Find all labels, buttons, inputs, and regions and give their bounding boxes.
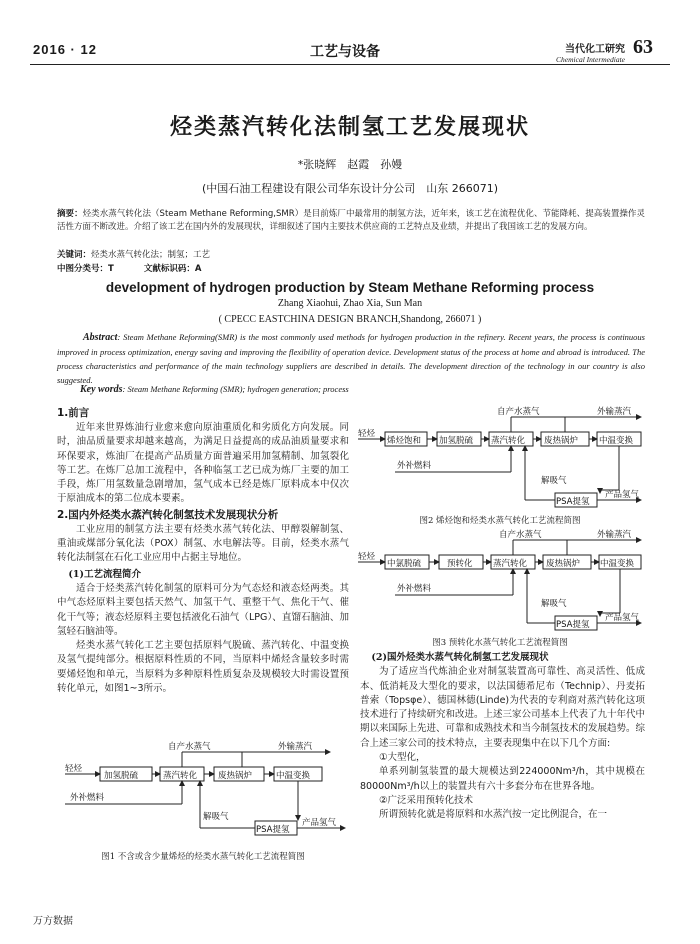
section-2-paragraph: 工业应用的制氢方法主要有烃类水蒸气转化法、甲醇裂解制氢、重油或煤部分氧化法（POX）制氢、水电解法等。目前，烃类水蒸气转化法制氢在石化工业应用中占据主导地位。 [57, 523, 349, 564]
item-1-heading: ①大型化， [379, 752, 426, 764]
journal-brand [535, 40, 625, 64]
affiliation: (中国石油工程建设有限公司华东设计分公司 山东 266071) [201, 182, 499, 195]
fig2-box-olefin: 烯烃饱和 [387, 436, 422, 446]
journal-name-en: Chemical Intermediate [556, 55, 625, 64]
english-title: development of hydrogen production by Steam Methane Reforming process [105, 280, 595, 295]
journal-name-cn: 当代化工研究 [565, 44, 625, 55]
watermark-footer: 万方数据 [33, 916, 73, 927]
keywords-cn [57, 248, 210, 260]
fig3-fuel: 外补燃料 [397, 584, 432, 594]
fig3-box-shift: 中温变换 [600, 559, 635, 569]
figure-3-diagram [355, 528, 645, 633]
item-2-paragraph: 所谓预转化就是将原料和水蒸汽按一定比例混合，在一 [379, 809, 608, 821]
fig2-purge: 解吸气 [541, 476, 567, 486]
fig1-box-reformer: 蒸汽转化 [163, 771, 198, 781]
fig2-box-psa: PSA提氢 [556, 497, 590, 507]
section-2-heading: 2.国内外烃类水蒸汽转化制氢技术发展现状分析 [57, 508, 279, 521]
english-authors: Zhang Xiaohui, Zhao Xia, Sun Man [277, 298, 423, 309]
left-column [57, 405, 349, 696]
issue-label: 2016 · 12 [33, 42, 97, 57]
subsection-2-2-paragraph: 为了适应当代炼油企业对制氢装置高可靠性、高灵活性、低成本、低消耗及大型化的要求，以法国德希尼布（Technip）、丹麦拓普索（Topsφe）、德国林德(Linde)为代表的专利商对蒸汽转化这项技术进行了持续研究和改进。上述三家公司基本上代表了九十年代中期以来国际上先进、可靠和成熟技术和当今制氢技术的发展趋势。综合上述三家公司的技术特点，主要表现集中在以下几个方面: [360, 666, 646, 749]
subsection-2-2-heading: (2)国外烃类水蒸气转化制氢工艺发展现状 [371, 652, 549, 663]
fig3-box-psa: PSA提氢 [556, 620, 590, 630]
fig1-box-psa: PSA提氢 [256, 825, 290, 835]
item-2-heading: ②广泛采用预转化技术 [379, 794, 474, 806]
fig1-box-shift: 中温变换 [276, 771, 311, 781]
fig3-export-steam: 外输蒸汽 [597, 530, 632, 540]
fig2-box-boiler: 废热锅炉 [544, 436, 579, 446]
fig2-export-steam: 外输蒸汽 [597, 407, 632, 417]
fig3-box-desulfur: 中氯脱硫 [387, 559, 422, 569]
classification [57, 262, 231, 274]
fig1-fuel: 外补燃料 [70, 793, 105, 803]
section-1-heading: 1.前言 [57, 407, 90, 419]
english-keywords-text: : Steam Methane Reforming (SMR); hydrogen generation; process [122, 384, 349, 394]
abstract-cn [57, 208, 645, 234]
fig2-steam-out: 自产水蒸气 [497, 407, 540, 417]
figure-2-diagram [355, 405, 645, 510]
fig1-box-boiler: 废热锅炉 [218, 771, 253, 781]
figure-3-caption: 图3 预转化水蒸气转化工艺流程简图 [432, 638, 568, 648]
english-abstract [57, 330, 645, 387]
authors: *张晓辉 赵霞 孙嫚 [297, 158, 403, 171]
right-column [360, 651, 645, 823]
subsection-2-1-heading: (1)工艺流程简介 [68, 568, 141, 580]
subsection-2-1-paragraph-2: 烃类水蒸气转化工艺主要包括原料气脱硫、蒸汽转化、中温变换及氢气提纯部分。根据原料性质的不同，当原料中烯烃含量较多时需要烯烃饱和单元，当原料为多种原料性质复杂及规模较大时需设置预转化单元，如图1~3所示。 [57, 640, 349, 695]
english-affiliation: ( CPECC EASTCHINA DESIGN BRANCH,Shandong, 266071 ) [218, 314, 482, 325]
fig1-export-steam: 外输蒸汽 [278, 742, 313, 752]
figure-2-caption: 图2 烯烃饱和烃类水蒸气转化工艺流程简图 [419, 516, 581, 526]
figure-1-caption: 图1 不含或含少量烯烃的烃类水蒸气转化工艺流程简图 [101, 852, 305, 862]
fig2-fuel: 外补燃料 [397, 461, 432, 471]
fig3-box-reformer: 蒸汽转化 [493, 559, 528, 569]
fig1-steam-out: 自产水蒸气 [168, 742, 211, 752]
fig3-product: 产品氢气 [605, 613, 640, 623]
english-keywords-label: Key words [80, 384, 123, 395]
keywords-cn-label: 关键词： [57, 250, 92, 260]
fig3-purge: 解吸气 [541, 599, 567, 609]
fig2-product: 产品氢气 [605, 490, 640, 500]
keywords-cn-text: 烃类水蒸气转化法；制氢；工艺 [91, 250, 211, 260]
fig3-box-prereformer: 预转化 [447, 559, 473, 569]
abstract-cn-label: 摘要： [57, 209, 83, 219]
clc-number: 中图分类号：T [57, 264, 114, 274]
fig1-box-hds: 加氢脱硫 [104, 771, 139, 781]
fig3-feed: 轻烃 [358, 552, 376, 562]
page-number: 63 [633, 36, 653, 58]
fig1-purge: 解吸气 [203, 812, 229, 822]
item-1-paragraph: 单系列制氢装置的最大规模达到224000Nm³/h，其中规模在80000Nm³/h以上的装置共有六十多套分布在世界各地。 [360, 766, 645, 792]
section-label: 工艺与设备 [310, 44, 380, 60]
fig1-product: 产品氢气 [302, 818, 337, 828]
abstract-cn-text: 烃类水蒸气转化法（Steam Methane Reforming,SMR）是目前炼厂中最常用的制氢方法，近年来，该工艺在流程优化、节能降耗、提高装置操作灵活性方面不断改进。介绍了该工艺在国内外的发展现状，详细叙述了国内主要技术供应商的工艺特点及业绩，并提出了我国该工艺的发展方向。 [57, 209, 645, 232]
section-1-paragraph: 近年来世界炼油行业愈来愈向原油重质化和劣质化方向发展。同时，油品质量要求却越来越高，为满足日益提高的成品油质量要求和环保要求，炼油厂在提高产品质量方面普遍采用加氢精制、加氢裂化等工艺。在炼厂总加工流程中，各种临氢工艺已成为炼厂主要的加工手段，炼厂用氢数量急剧增加，氢气成本已经是炼厂原料成本中仅次于原油成本的第二位成本要素。 [57, 422, 349, 505]
fig2-feed: 轻烃 [358, 429, 376, 439]
english-abstract-label: Abstract [83, 332, 118, 343]
fig2-box-hds: 加氢脱硫 [439, 436, 474, 446]
header-rule [30, 64, 670, 65]
fig3-box-boiler: 废热锅炉 [546, 559, 581, 569]
fig1-feed: 轻烃 [65, 764, 83, 774]
fig3-steam-out: 自产水蒸气 [499, 530, 542, 540]
paper-title: 烃类蒸汽转化法制氢工艺发展现状 [169, 115, 530, 140]
subsection-2-1-paragraph-1: 适合于烃类蒸汽转化制氢的原料可分为气态烃和液态烃两类。其中气态烃原料主要包括天然气、加氢干气、重整干气、焦化干气、催化干气等；液态烃原料主要包括液化石油气（LPG）、直馏石脑油、加氢轻石脑油等。 [57, 582, 349, 637]
doc-code: 文献标识码：A [143, 264, 202, 274]
english-abstract-text: : Steam Methane Reforming(SMR) is the most commonly used methods for hydrogen production in the refinery. Recent years, the process is continuous improved in process optimization, energy saving and improving the flexibility of operation device. Development status of the process at home and abroad is introduced. The process characteristics and performance of the main technology suppliers are described in details. The development direction of the technology in our country is also suggested. [57, 332, 645, 385]
english-keywords [80, 384, 349, 395]
fig2-box-reformer: 蒸汽转化 [491, 436, 526, 446]
fig2-box-shift: 中温变换 [599, 436, 634, 446]
figure-1-diagram [60, 740, 350, 850]
